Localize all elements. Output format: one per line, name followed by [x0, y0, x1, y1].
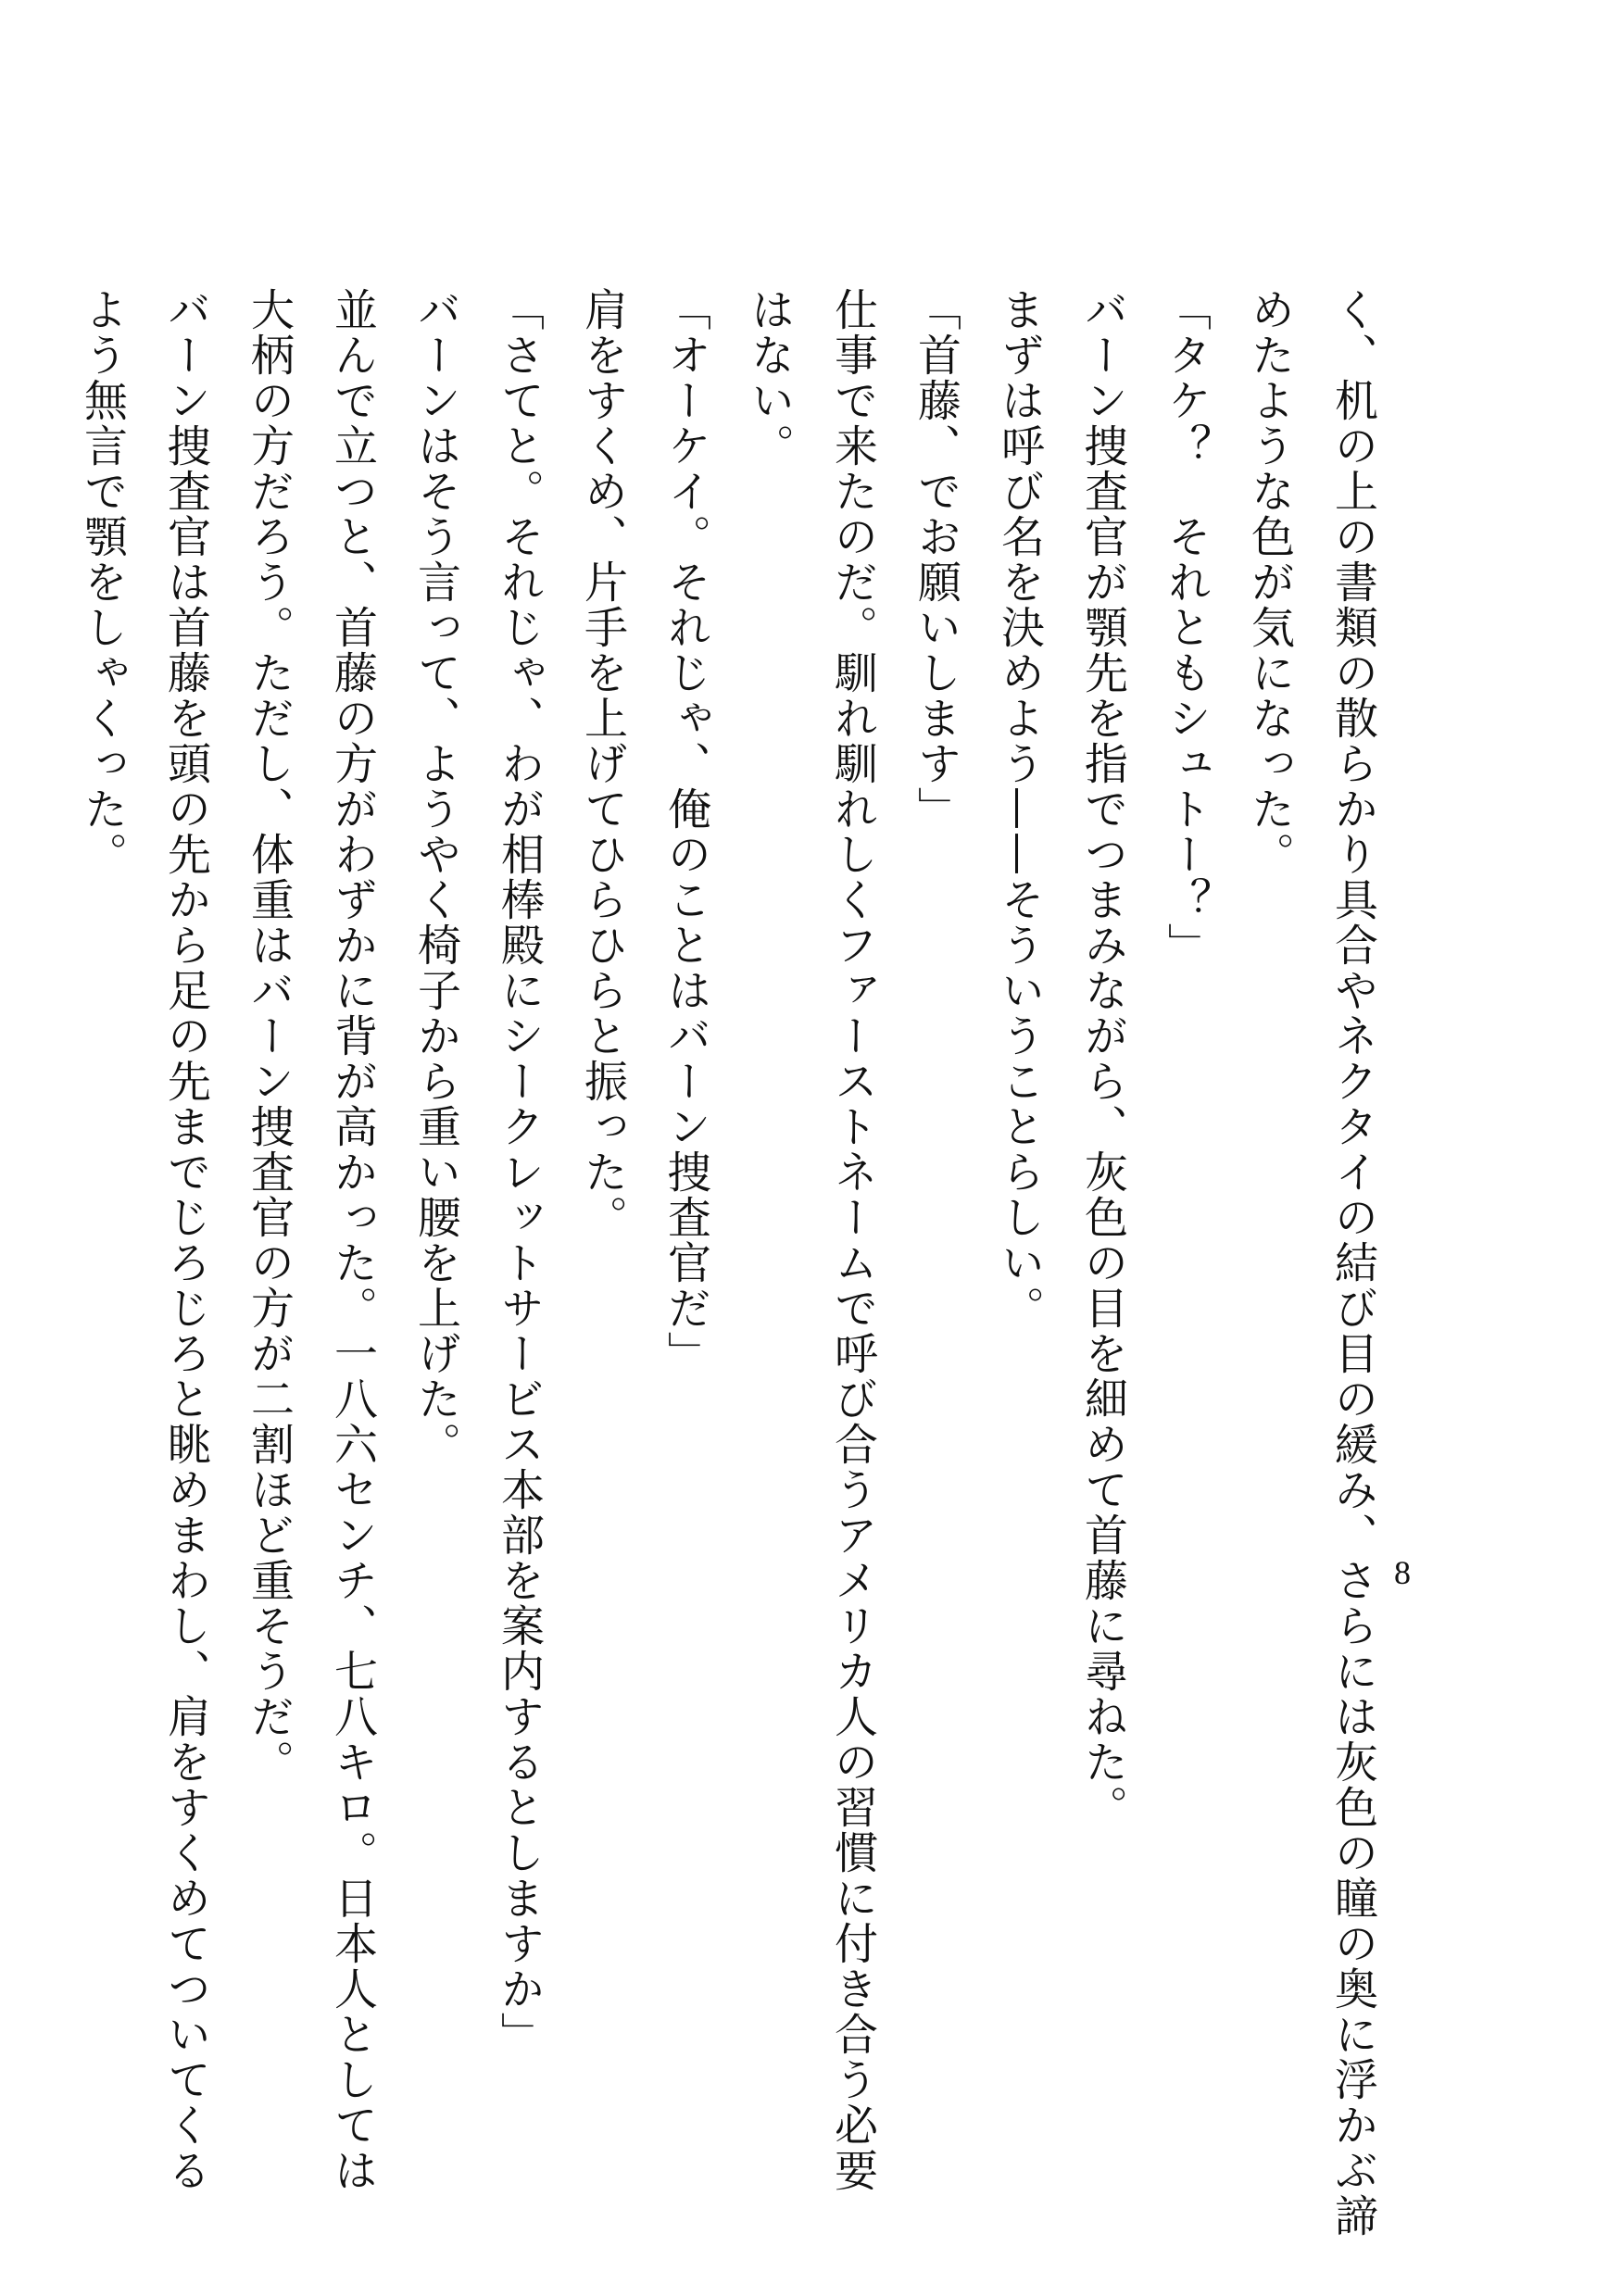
text-line: めたような色が気になった。	[1244, 287, 1295, 877]
text-line: 「タケ？ それともシュトー？」	[1161, 287, 1212, 968]
text-line: 並んで立つと、首藤の方がわずかに背が高かった。一八六センチ、七八キロ。日本人としては	[327, 287, 378, 2193]
text-line: はない。	[744, 287, 795, 469]
text-line: バーン捜査官は首藤を頭の先から足の先までじろじろと眺めまわし、肩をすくめてついてくる	[160, 287, 211, 2193]
text-line: よう無言で顎をしゃくった。	[77, 287, 128, 877]
text-line: まずは呼び名を決めよう——そういうことらしい。	[994, 287, 1045, 1331]
page-number: 8	[1394, 1554, 1411, 1591]
text-line: 肩をすくめ、片手を上げてひらひらと振った。	[577, 287, 628, 1240]
vertical-text-block	[77, 287, 1394, 2239]
text-line: 仕事で来たのだ。馴れ馴れしくファーストネームで呼び合うアメリカ人の習慣に付き合う必要	[827, 287, 878, 2193]
text-line: バーンはそう言って、ようやく椅子から重い腰を上げた。	[410, 287, 461, 1467]
text-line: バーン捜査官が顎先を指でつまみながら、灰色の目を細めて首藤に尋ねた。	[1077, 287, 1128, 1830]
text-line: 「さてと。それじゃ、わが相棒殿にシークレットサービス本部を案内するとしますか」	[494, 287, 545, 2057]
text-line: 「首藤、でお願いします」	[911, 287, 961, 832]
text-line: 大柄の方だろう。ただし、体重はバーン捜査官の方が二割ほど重そうだ。	[244, 287, 295, 1785]
text-line: く、机の上の書類の散らかり具合やネクタイの結び目の緩み、さらには灰色の瞳の奥に浮かぶ諦	[1327, 287, 1378, 2239]
blank-line	[0, 287, 60, 1862]
text-line: 「オーケイ。それじゃ、俺のことはバーン捜査官だ」	[660, 287, 711, 1376]
